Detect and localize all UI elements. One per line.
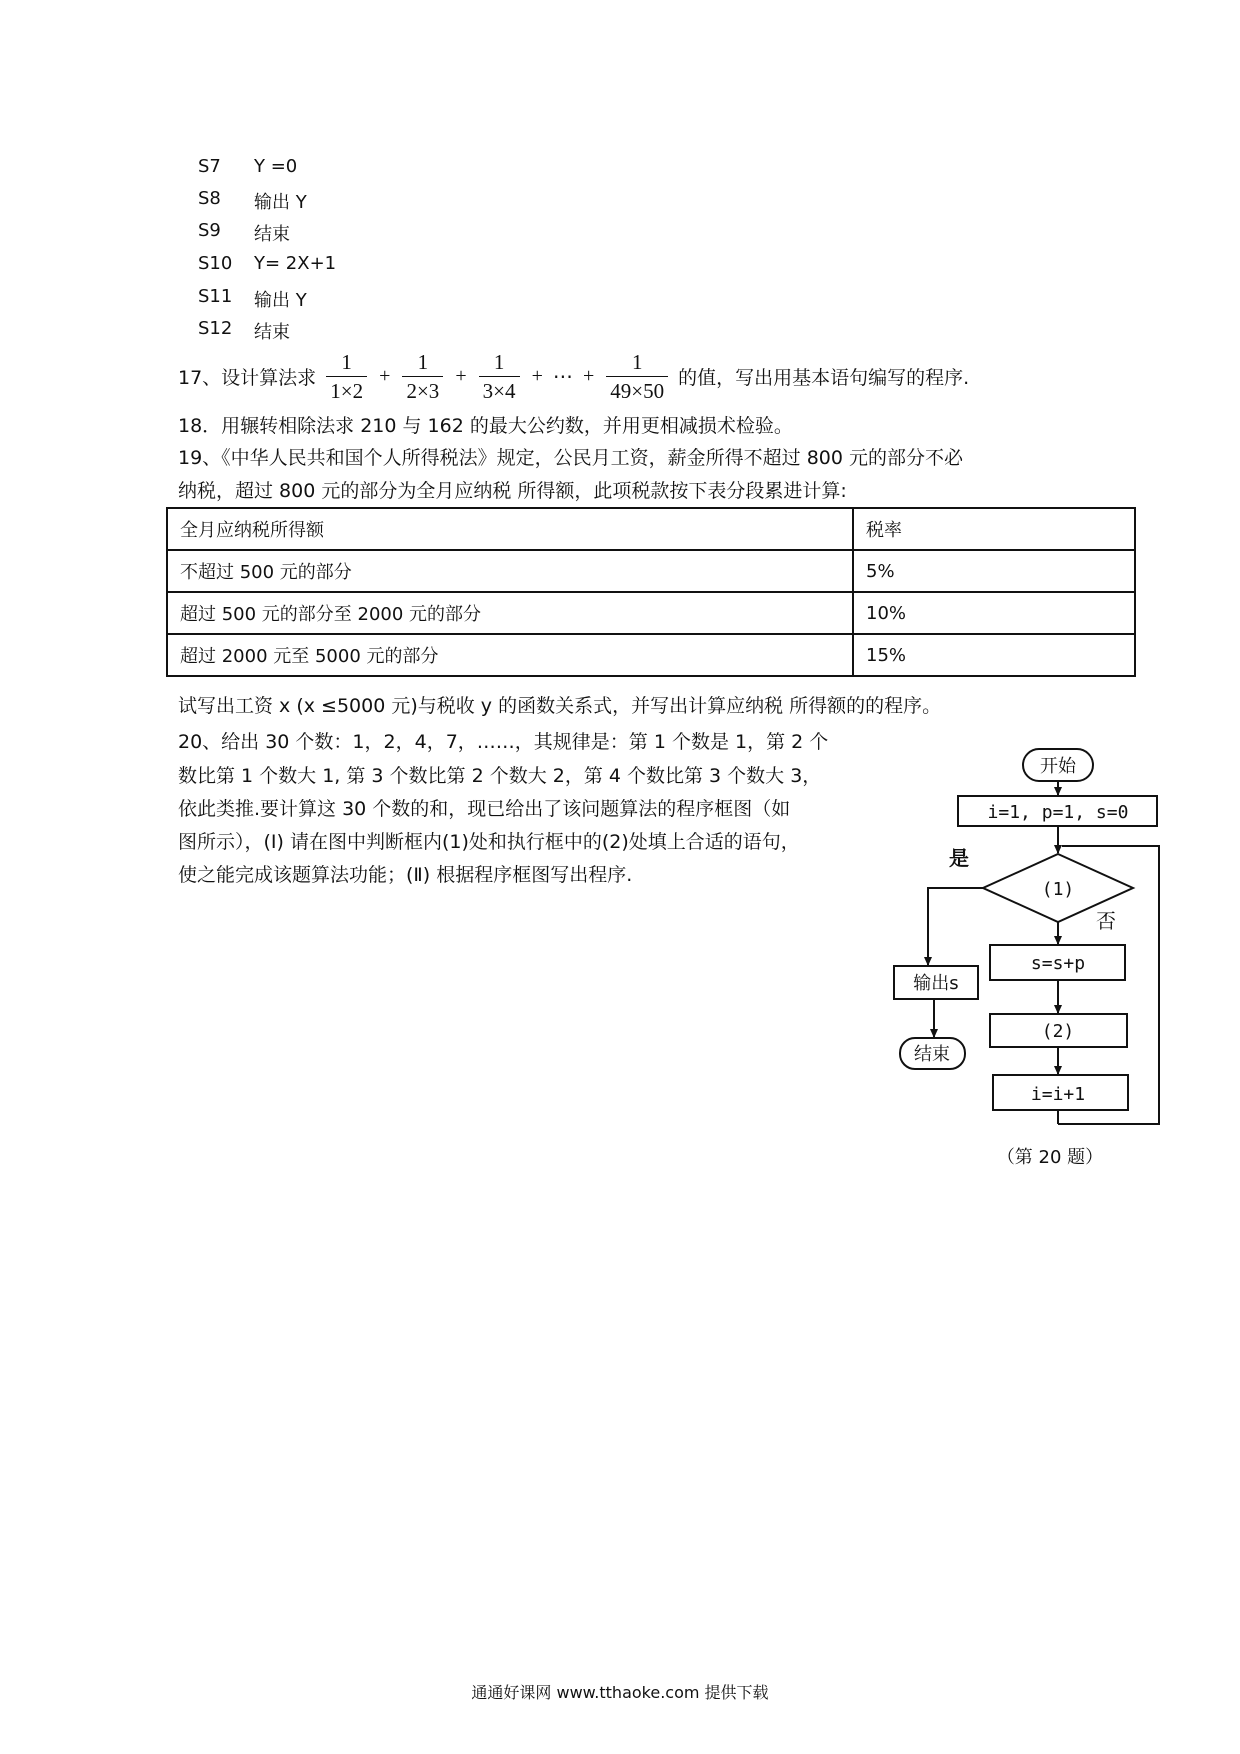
- plus-sign: +: [379, 365, 391, 387]
- step-text: Y= 2X+1: [254, 253, 337, 274]
- step-text: 输出 Y: [254, 192, 307, 213]
- step-text: Y =0: [254, 156, 298, 177]
- ellipsis: ⋯: [552, 366, 573, 388]
- page-footer: 通通好课网 www.tthaoke.com 提供下载: [471, 1683, 769, 1702]
- step-id: S10: [198, 253, 233, 274]
- step-id: S9: [198, 220, 221, 241]
- step-id: S11: [198, 286, 233, 307]
- start-label: 开始: [1040, 756, 1076, 777]
- fraction-numerator: 1: [479, 348, 520, 377]
- q17-suffix: 的值，写出用基本语句编写的程序.: [678, 367, 970, 389]
- init-label: i=1, p=1, s=0: [987, 802, 1129, 823]
- question-18: 18．用辗转相除法求 210 与 162 的最大公约数，并用更相减损术检验。: [178, 415, 793, 437]
- table-cell: 不超过 500 元的部分: [167, 550, 853, 592]
- question-20-line: 图所示），(Ⅰ) 请在图中判断框内(1)处和执行框中的(2)处填上合适的语句，: [178, 831, 800, 853]
- table-cell: 15%: [853, 634, 1135, 676]
- question-20-line: 20、给出 30 个数：1，2，4，7，……，其规律是：第 1 个数是 1，第 2 个: [178, 731, 829, 753]
- figure-caption: （第 20 题）: [996, 1147, 1104, 1168]
- fraction-numerator: 1: [606, 348, 668, 377]
- sum-label: s=s+p: [1030, 953, 1086, 974]
- fraction-numerator: 1: [326, 348, 367, 377]
- question-20-line: 使之能完成该题算法功能；(Ⅱ) 根据程序框图写出程序.: [178, 864, 633, 886]
- plus-sign: +: [455, 365, 467, 387]
- fraction-denominator: 1×2: [330, 379, 364, 403]
- step-id: S8: [198, 188, 221, 209]
- step-2-label: (2): [1041, 1021, 1075, 1042]
- increment-label: i=i+1: [1030, 1084, 1086, 1105]
- yes-label: 是: [949, 846, 969, 870]
- step-text: 输出 Y: [254, 290, 307, 311]
- fraction-denominator: 3×4: [482, 379, 516, 403]
- table-cell: 超过 2000 元至 5000 元的部分: [167, 634, 853, 676]
- fraction-numerator: 1: [402, 348, 443, 377]
- q17-prefix: 17、设计算法求: [178, 367, 317, 389]
- decision-label: (1): [1041, 879, 1075, 900]
- plus-sign: +: [531, 365, 543, 387]
- fraction-denominator: 49×50: [610, 379, 665, 403]
- question-19-line-2: 纳税，超过 800 元的部分为全月应纳税 所得额，此项税款按下表分段累进计算:: [178, 480, 847, 502]
- table-cell: 5%: [853, 550, 1135, 592]
- table-header-cell: 全月应纳税所得额: [167, 508, 853, 550]
- table-header-cell: 税率: [853, 508, 1135, 550]
- step-text: 结束: [254, 224, 290, 245]
- no-label: 否: [1096, 909, 1116, 933]
- fraction-denominator: 2×3: [406, 379, 440, 403]
- step-id: S12: [198, 318, 233, 339]
- step-id: S7: [198, 156, 221, 177]
- table-cell: 10%: [853, 592, 1135, 634]
- question-20-line: 数比第 1 个数大 1, 第 3 个数比第 2 个数大 2，第 4 个数比第 3 个数大 3，: [178, 765, 822, 787]
- question-20-line: 依此类推.要计算这 30 个数的和，现已给出了该问题算法的程序框图（如: [178, 798, 791, 820]
- step-text: 结束: [254, 322, 290, 343]
- plus-sign: +: [582, 365, 595, 387]
- question-19-line-1: 19、《中华人民共和国个人所得税法》规定，公民月工资，薪金所得不超过 800 元的部分不必: [178, 447, 964, 469]
- output-label: 输出s: [913, 973, 959, 994]
- end-label: 结束: [914, 1044, 950, 1065]
- table-cell: 超过 500 元的部分至 2000 元的部分: [167, 592, 853, 634]
- question-19-task: 试写出工资 x (x ≤5000 元)与税收 y 的函数关系式，并写出计算应纳税 所得额的的程序。: [178, 695, 942, 717]
